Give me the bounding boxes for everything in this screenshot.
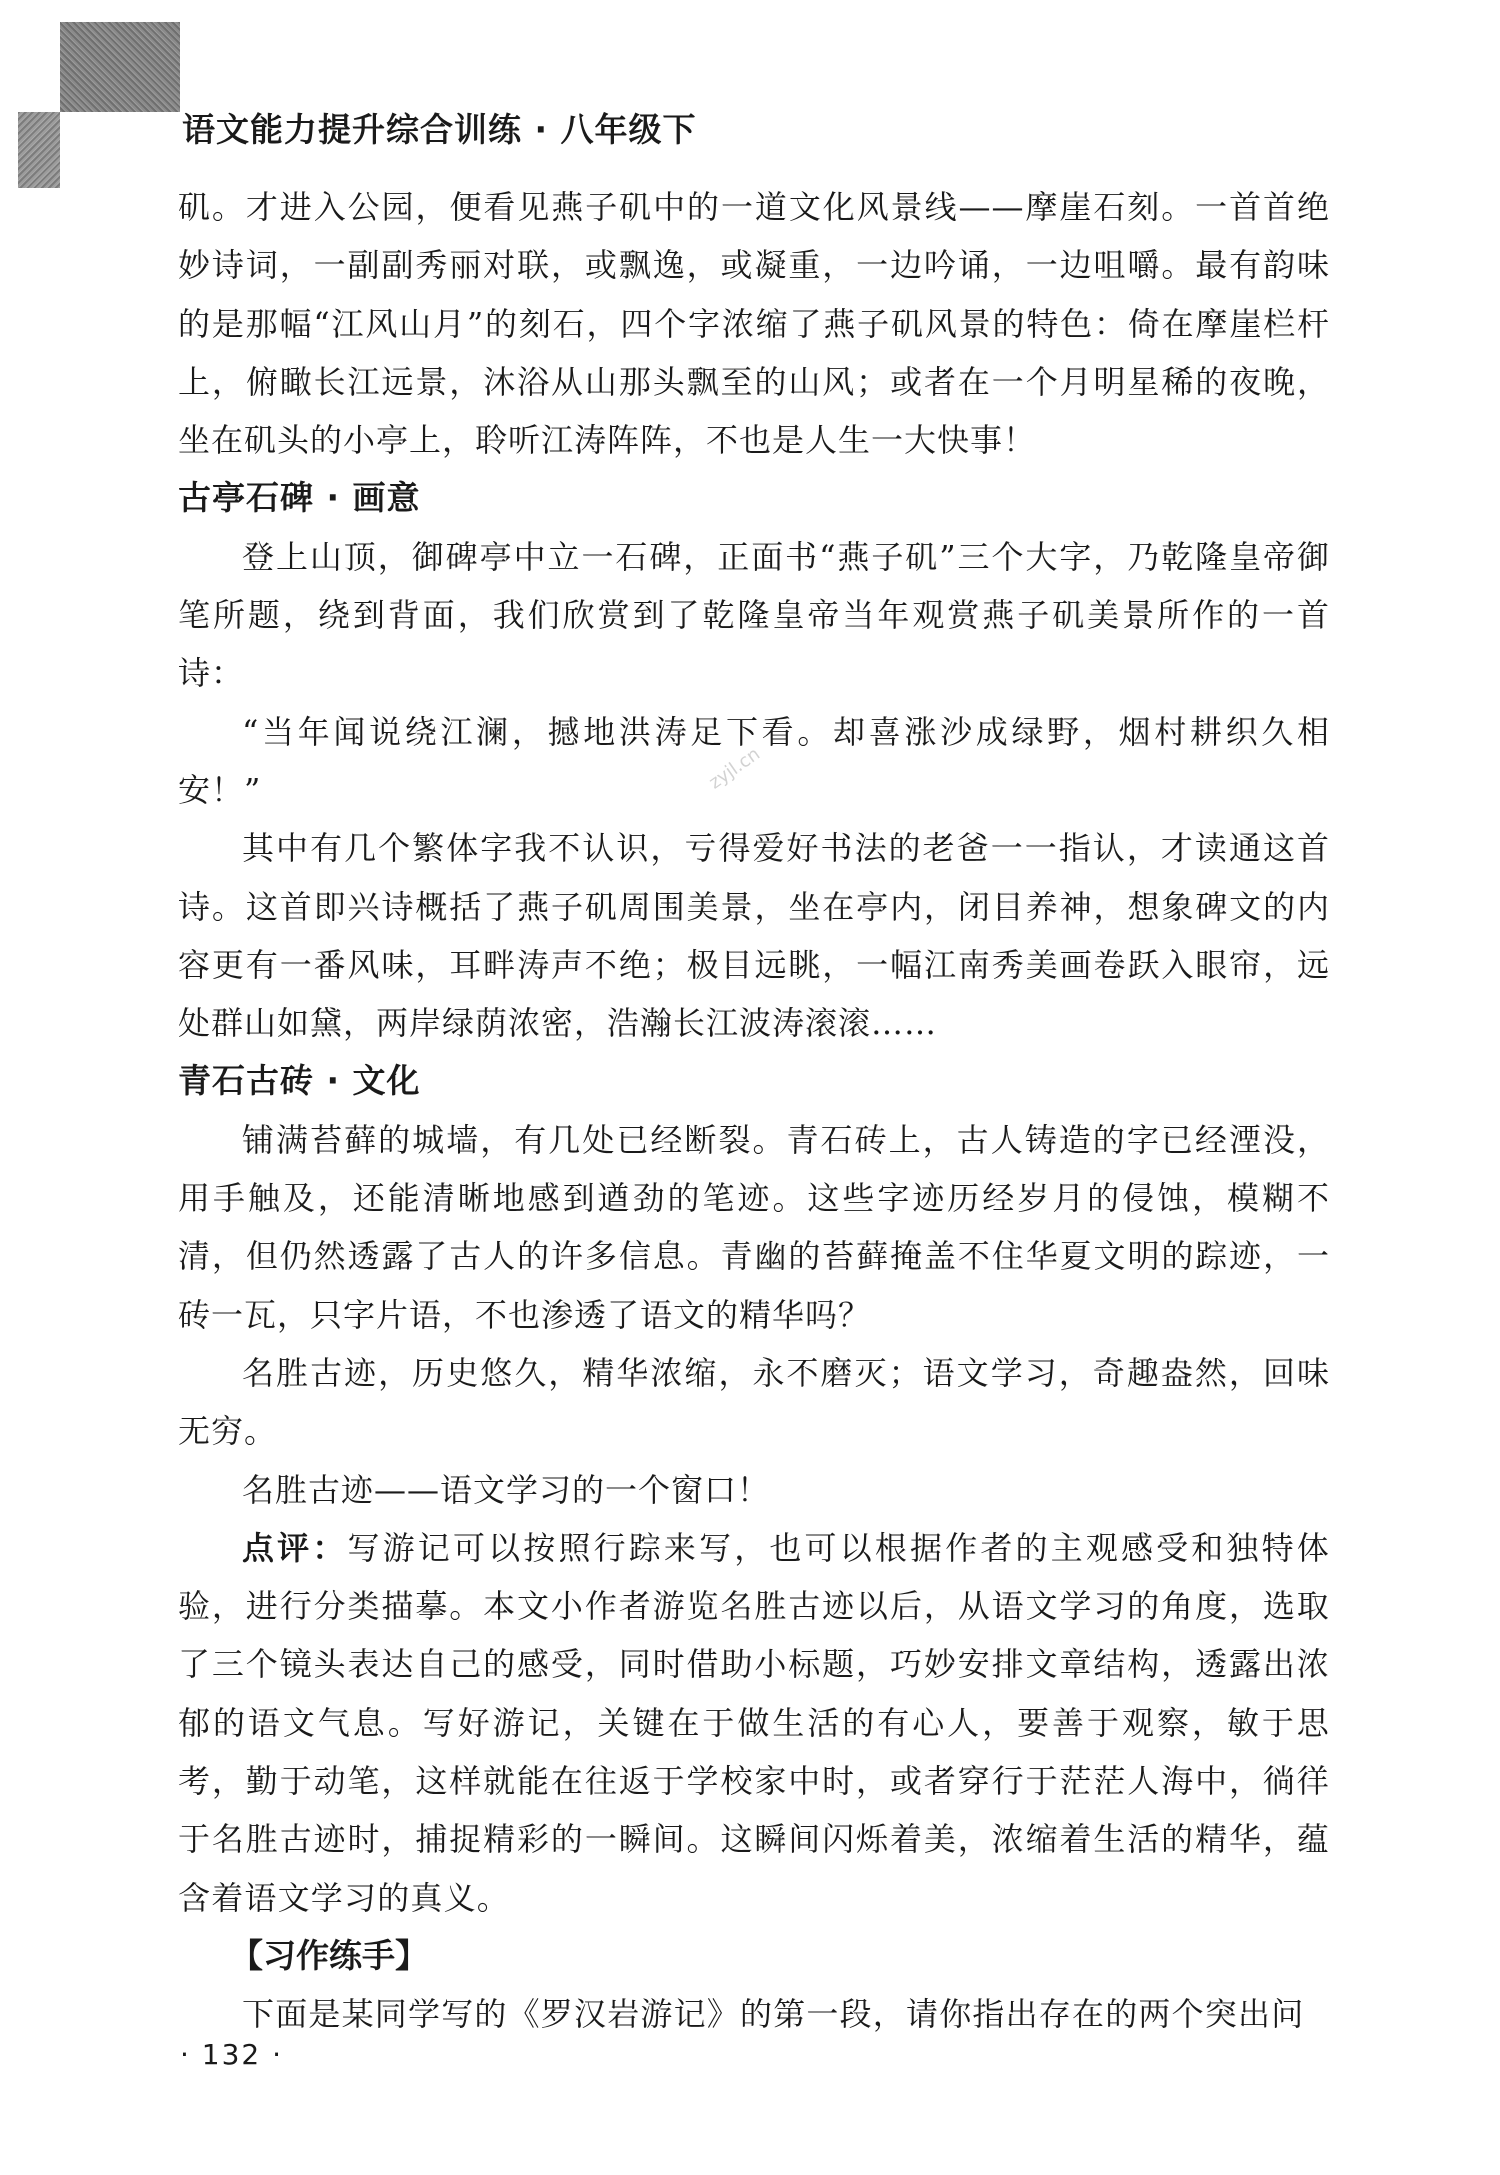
- corner-decoration-light: [18, 112, 60, 188]
- paragraph-intro: 矶。才进入公园，便看见燕子矶中的一道文化风景线——摩崖石刻。一首首绝妙诗词，一副副秀丽对联，或飘逸，或凝重，一边吟诵，一边咀嚼。最有韵味的是那幅“江风山月”的刻石，四个字浓缩了燕子矶风景的特色：倚在摩崖栏杆上，俯瞰长江远景，沐浴从山那头飘至的山风；或者在一个月明星稀的夜晚，坐在矶头的小亭上，聆听江涛阵阵，不也是人生一大快事！: [178, 188, 1330, 460]
- paragraph-summary: 名胜古迹，历史悠久，精华浓缩，永不磨灭；语文学习，奇趣盎然，回味无穷。: [178, 1353, 1330, 1451]
- corner-decoration-dark: [60, 22, 180, 112]
- comment-block: [178, 1519, 1330, 1927]
- watermark: zyjl.cn: [705, 743, 764, 794]
- page-header-title: 语文能力提升综合训练 · 八年级下: [182, 110, 697, 149]
- page-content: [178, 178, 1330, 2044]
- paragraph-poem-reflection: 其中有几个繁体字我不认识，亏得爱好书法的老爸一一指认，才读通这首诗。这首即兴诗概括了燕子矶周围美景，坐在亭内，闭目养神，想象碑文的内容更有一番风味，耳畔涛声不绝；极目远眺，一幅江南秀美画卷跃入眼帘，远处群山如黛，两岸绿荫浓密，浩瀚长江波涛滚滚……: [178, 829, 1330, 1043]
- comment-text: 写游记可以按照行踪来写，也可以根据作者的主观感受和独特体验，进行分类描摹。本文小作者游览名胜古迹以后，从语文学习的角度，选取了三个镜头表达自己的感受，同时借助小标题，巧妙安排文章结构，透露出浓郁的语文气息。写好游记，关键在于做生活的有心人，要善于观察，敏于思考，勤于动笔，这样就能在往返于学校家中时，或者穿行于茫茫人海中，徜徉于名胜古迹时，捕捉精彩的一瞬间。这瞬间闪烁着美，浓缩着生活的精华，蕴含着语文学习的真义。: [178, 1529, 1330, 1916]
- practice-heading: 【习作练手】: [230, 1935, 428, 1975]
- corner-decoration-blank: [18, 22, 60, 112]
- section-heading-ancient-pavilion: 古亭石碑 · 画意: [178, 478, 421, 518]
- paragraph-stele: 登上山顶，御碑亭中立一石碑，正面书“燕子矶”三个大字，乃乾隆皇帝御笔所题，绕到背面，我们欣赏到了乾隆皇帝当年观赏燕子矶美景所作的一首诗：: [178, 537, 1330, 693]
- paragraph-conclusion: 名胜古迹——语文学习的一个窗口！: [242, 1470, 771, 1509]
- page-number: · 132 ·: [180, 2038, 284, 2071]
- section-heading-blue-brick: 青石古砖 · 文化: [178, 1061, 421, 1101]
- practice-text: 下面是某同学写的《罗汉岩游记》的第一段，请你指出存在的两个突出问: [242, 1996, 1305, 2033]
- paragraph-poem: “当年闻说绕江澜，撼地洪涛足下看。却喜涨沙成绿野，烟村耕织久相安！”: [178, 712, 1330, 809]
- comment-label: 点评：: [242, 1528, 348, 1567]
- paragraph-city-wall: 铺满苔藓的城墙，有几处已经断裂。青石砖上，古人铸造的字已经湮没，用手触及，还能清晰地感到遒劲的笔迹。这些字迹历经岁月的侵蚀，模糊不清，但仍然透露了古人的许多信息。青幽的苔藓掩盖不住华夏文明的踪迹，一砖一瓦，只字片语，不也渗透了语文的精华吗？: [178, 1120, 1330, 1334]
